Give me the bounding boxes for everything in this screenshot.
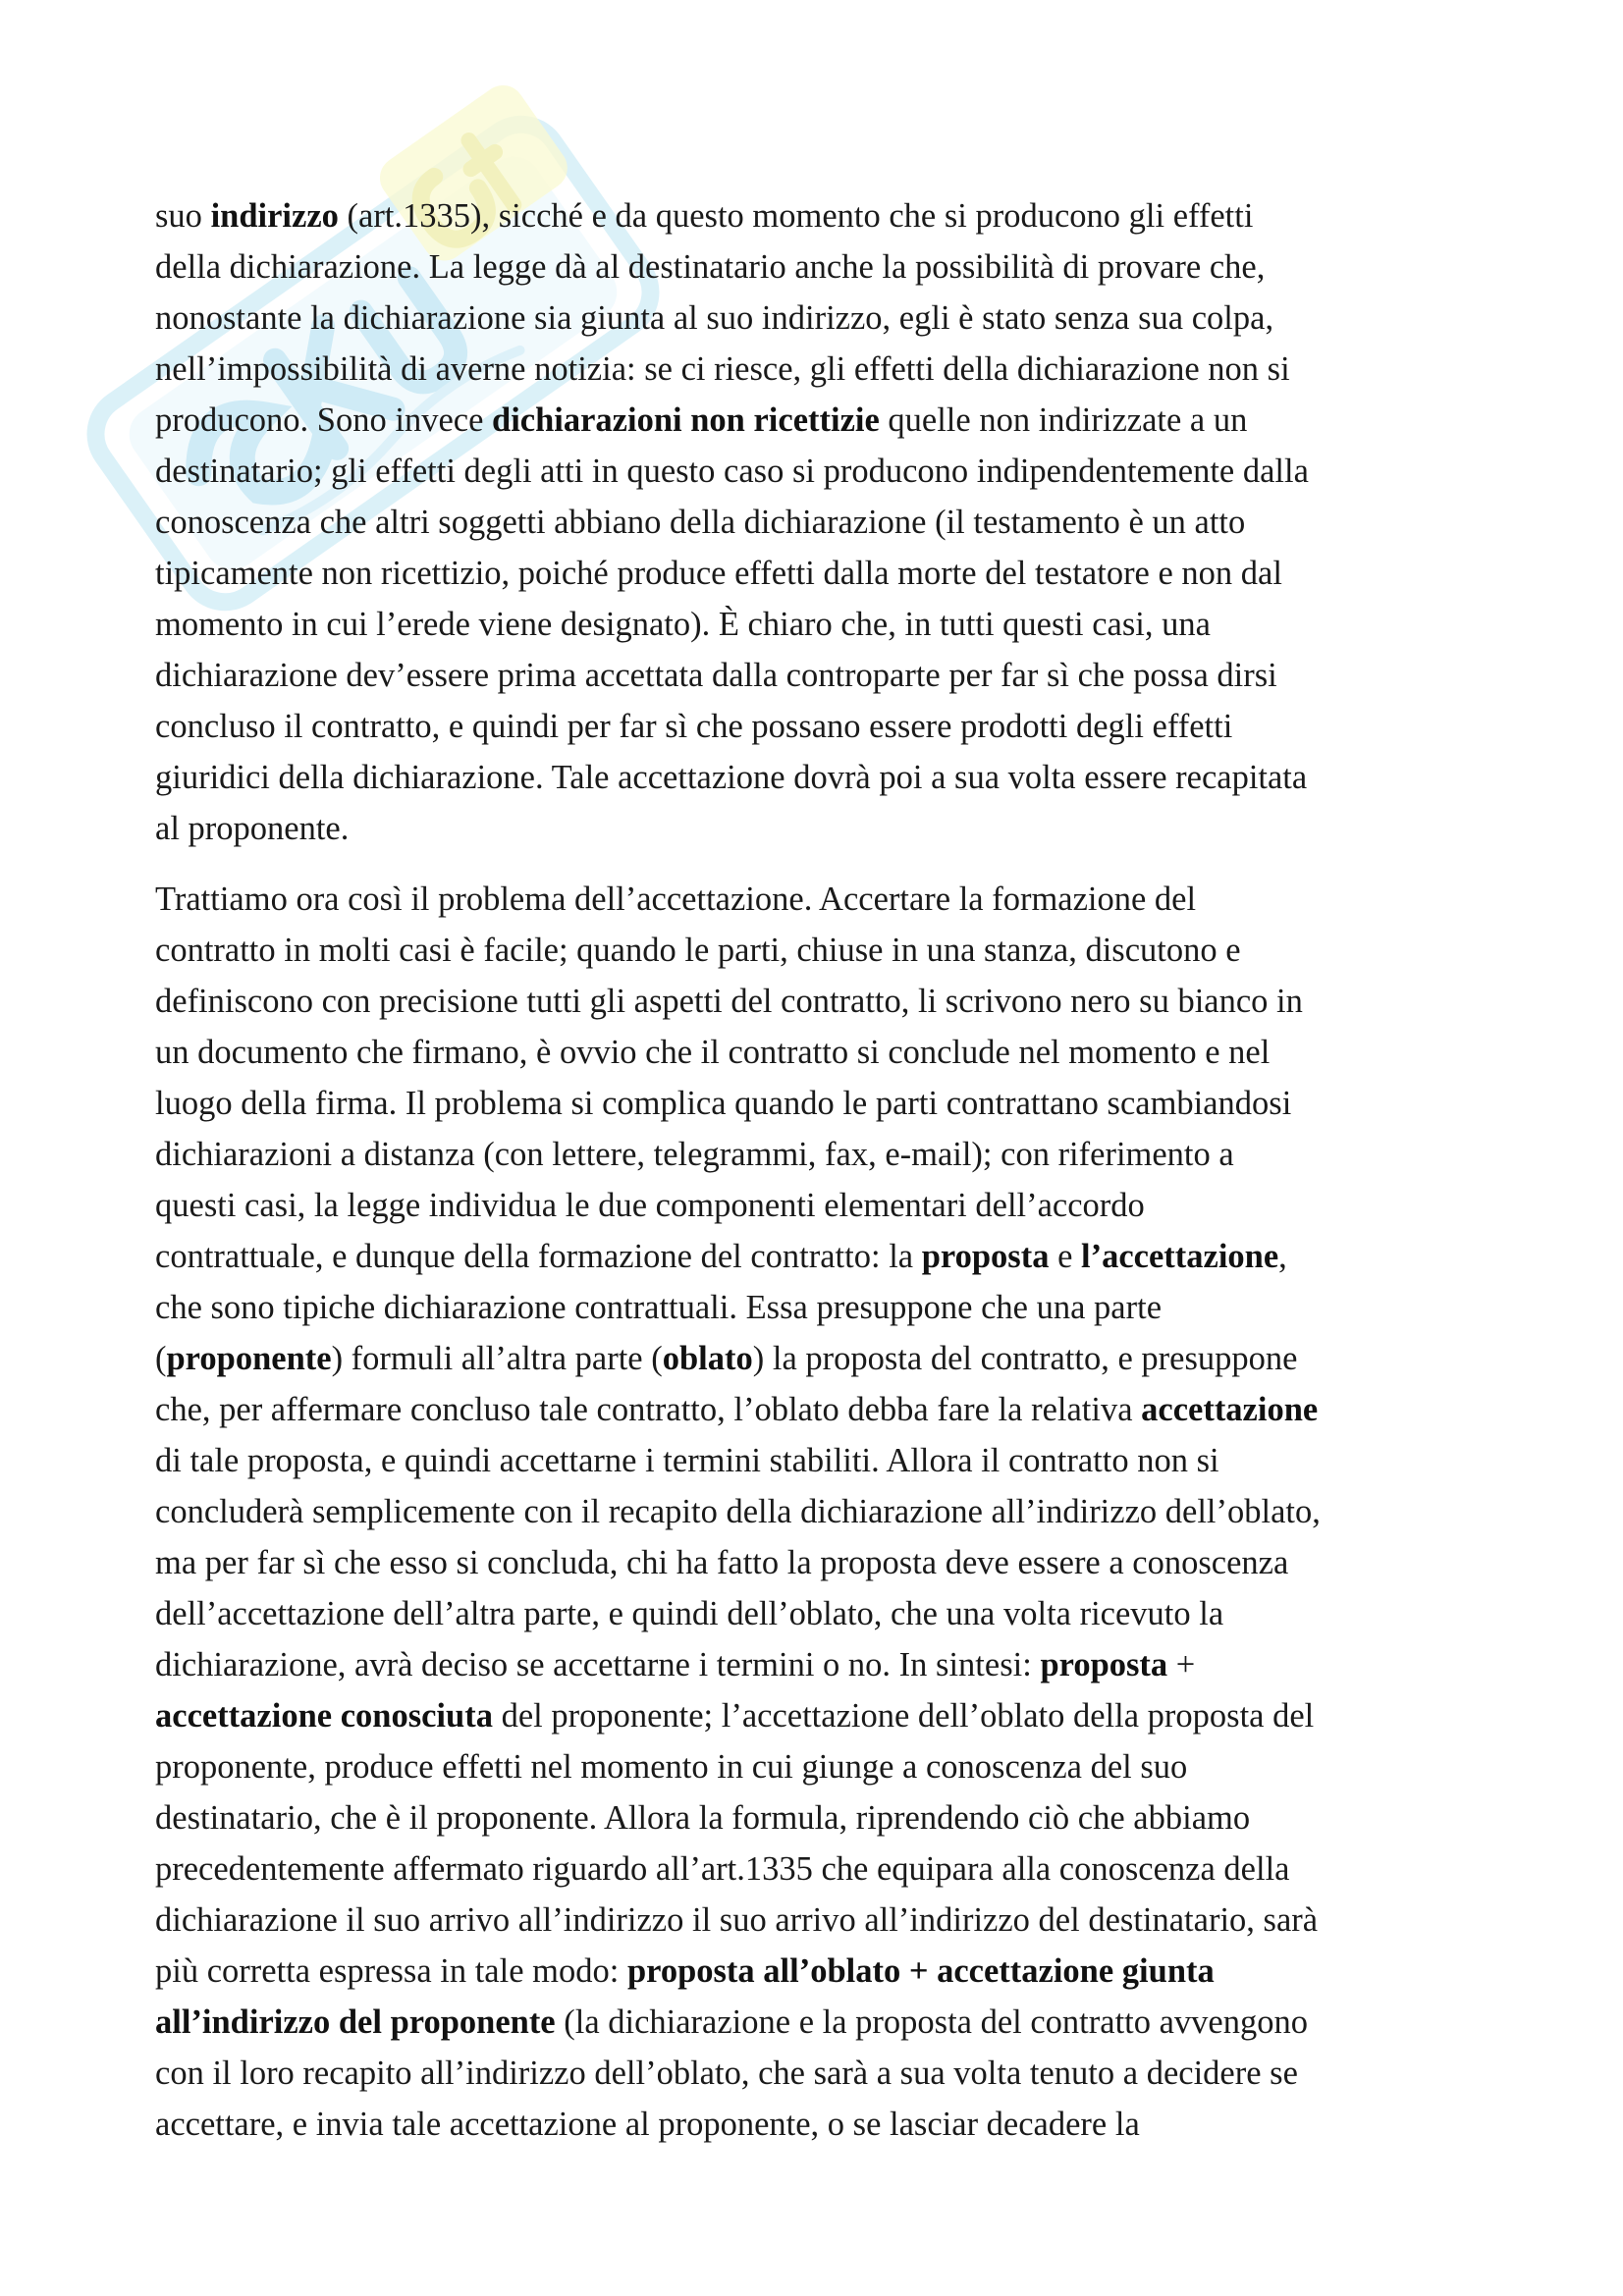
text-run: contratto in molti casi è facile; quando le parti, chiuse in una stanza, discutono e: [155, 932, 1241, 969]
text-line: [155, 1741, 1502, 1792]
text-run: contrattuale, e dunque della formazione del contratto: la: [155, 1238, 922, 1275]
text-run: luogo della firma. Il problema si complica quando le parti contrattano scambiandosi: [155, 1085, 1292, 1122]
text-run: (la dichiarazione e la proposta del contratto avvengono: [555, 2003, 1308, 2041]
text-line: [155, 1588, 1502, 1639]
text-run: precedentemente affermato riguardo all’art.1335 che equipara alla conoscenza della: [155, 1850, 1290, 1888]
text-run: ) formuli all’altra parte (: [331, 1340, 663, 1377]
text-run: quelle non indirizzate a un: [879, 401, 1248, 439]
text-line: [155, 1486, 1502, 1537]
text-line: [155, 1231, 1502, 1282]
text-line: [155, 650, 1502, 701]
text-line: [155, 701, 1502, 752]
text-run: e: [1049, 1238, 1082, 1275]
text-run: dichiarazione dev’essere prima accettata dalla controparte per far sì che possa dirsi: [155, 657, 1277, 694]
text-run: un documento che firmano, è ovvio che il contratto si conclude nel momento e nel: [155, 1034, 1271, 1071]
text-run: ,: [1278, 1238, 1287, 1275]
text-run: nell’impossibilità di averne notizia: se ci riesce, gli effetti della dichiarazione non si: [155, 350, 1290, 388]
text-run: conoscenza che altri soggetti abbiano della dichiarazione (il testamento è un atto: [155, 504, 1246, 541]
text-run: concluso il contratto, e quindi per far sì che possano essere prodotti degli effetti: [155, 708, 1233, 745]
text-run: destinatario; gli effetti degli atti in questo caso si producono indipendentemente dalla: [155, 453, 1309, 490]
text-line: [155, 925, 1502, 976]
text-line: [155, 1895, 1502, 1946]
bold-term: proposta: [1040, 1646, 1168, 1683]
text-line: [155, 1690, 1502, 1741]
bold-term: proposta: [921, 1238, 1050, 1275]
bold-term: all’indirizzo del proponente: [155, 2003, 556, 2041]
text-line: [155, 1384, 1502, 1435]
bold-term: oblato: [662, 1340, 753, 1377]
text-line: [155, 344, 1502, 395]
text-line: [155, 1333, 1502, 1384]
text-run: ma per far sì che esso si concluda, chi ha fatto la proposta deve essere a conoscenza: [155, 1544, 1289, 1581]
text-line: [155, 293, 1502, 344]
text-run: proponente, produce effetti nel momento in cui giunge a conoscenza del suo: [155, 1748, 1188, 1786]
paragraph: [155, 874, 1502, 2150]
text-line: [155, 599, 1502, 650]
text-run: dichiarazione, avrà deciso se accettarne i termini o no. In sintesi:: [155, 1646, 1041, 1683]
text-run: momento in cui l’erede viene designato). È chiaro che, in tutti questi casi, una: [155, 606, 1211, 643]
text-line: [155, 548, 1502, 599]
text-line: [155, 1027, 1502, 1078]
bold-term: l’accettazione: [1081, 1238, 1279, 1275]
text-run: nonostante la dichiarazione sia giunta al suo indirizzo, egli è stato senza sua colpa,: [155, 299, 1274, 337]
text-line: [155, 1537, 1502, 1588]
text-run: dichiarazioni a distanza (con lettere, telegrammi, fax, e-mail); con riferimento a: [155, 1136, 1234, 1173]
bold-term: accettazione conosciuta: [155, 1697, 493, 1735]
text-run: Trattiamo ora così il problema dell’accettazione. Accertare la formazione del: [155, 881, 1197, 918]
text-run: producono. Sono invece: [155, 401, 493, 439]
text-line: [155, 446, 1502, 497]
text-run: concluderà semplicemente con il recapito della dichiarazione all’indirizzo dell’oblato,: [155, 1493, 1321, 1530]
text-run: con il loro recapito all’indirizzo dell’oblato, che sarà a sua volta tenuto a decidere se: [155, 2055, 1298, 2092]
text-run: al proponente.: [155, 810, 350, 847]
text-line: [155, 497, 1502, 548]
text-run: più corretta espressa in tale modo:: [155, 1952, 627, 1990]
text-line: [155, 1792, 1502, 1843]
text-line: [155, 976, 1502, 1027]
text-run: (: [155, 1340, 167, 1377]
text-line: [155, 1843, 1502, 1895]
text-run: accettare, e invia tale accettazione al proponente, o se lasciar decadere la: [155, 2106, 1140, 2143]
text-run: del proponente; l’accettazione dell’oblato della proposta del: [492, 1697, 1315, 1735]
text-line: [155, 1129, 1502, 1180]
bold-term: proponente: [166, 1340, 332, 1377]
paragraph: [155, 190, 1502, 854]
document-body: [155, 190, 1502, 2169]
text-line: [155, 803, 1502, 854]
text-run: suo: [155, 197, 211, 235]
text-run: che sono tipiche dichiarazione contrattuali. Essa presuppone che una parte: [155, 1289, 1163, 1326]
text-line: [155, 1639, 1502, 1690]
text-run: questi casi, la legge individua le due componenti elementari dell’accordo: [155, 1187, 1145, 1224]
text-run: di tale proposta, e quindi accettarne i termini stabiliti. Allora il contratto non si: [155, 1442, 1219, 1479]
text-run: della dichiarazione. La legge dà al destinatario anche la possibilità di provare che,: [155, 248, 1266, 286]
text-run: ) la proposta del contratto, e presuppone: [752, 1340, 1298, 1377]
text-line: [155, 2099, 1502, 2150]
text-line: [155, 1180, 1502, 1231]
bold-term: accettazione: [1141, 1391, 1319, 1428]
text-run: che, per affermare concluso tale contratto, l’oblato debba fare la relativa: [155, 1391, 1142, 1428]
text-run: destinatario, che è il proponente. Allora la formula, riprendendo ciò che abbiamo: [155, 1799, 1251, 1837]
bold-term: dichiarazioni non ricettizie: [492, 401, 880, 439]
text-line: [155, 1078, 1502, 1129]
bold-term: proposta all’oblato + accettazione giunta: [626, 1952, 1215, 1990]
text-run: giuridici della dichiarazione. Tale accettazione dovrà poi a sua volta essere recapitata: [155, 759, 1308, 796]
text-run: dell’accettazione dell’altra parte, e quindi dell’oblato, che una volta ricevuto la: [155, 1595, 1224, 1632]
text-line: [155, 190, 1502, 241]
text-run: +: [1167, 1646, 1196, 1683]
text-line: [155, 874, 1502, 925]
text-run: dichiarazione il suo arrivo all’indirizzo il suo arrivo all’indirizzo del destinatario, sarà: [155, 1901, 1319, 1939]
text-line: [155, 1946, 1502, 1997]
text-run: (art.1335), sicché e da questo momento che si producono gli effetti: [338, 197, 1254, 235]
bold-term: indirizzo: [210, 197, 339, 235]
text-run: tipicamente non ricettizio, poiché produce effetti dalla morte del testatore e non dal: [155, 555, 1282, 592]
text-line: [155, 241, 1502, 293]
text-line: [155, 1282, 1502, 1333]
text-line: [155, 752, 1502, 803]
text-line: [155, 1997, 1502, 2048]
text-line: [155, 1435, 1502, 1486]
text-run: definiscono con precisione tutti gli aspetti del contratto, li scrivono nero su bianco in: [155, 983, 1303, 1020]
text-line: [155, 2048, 1502, 2099]
text-line: [155, 395, 1502, 446]
